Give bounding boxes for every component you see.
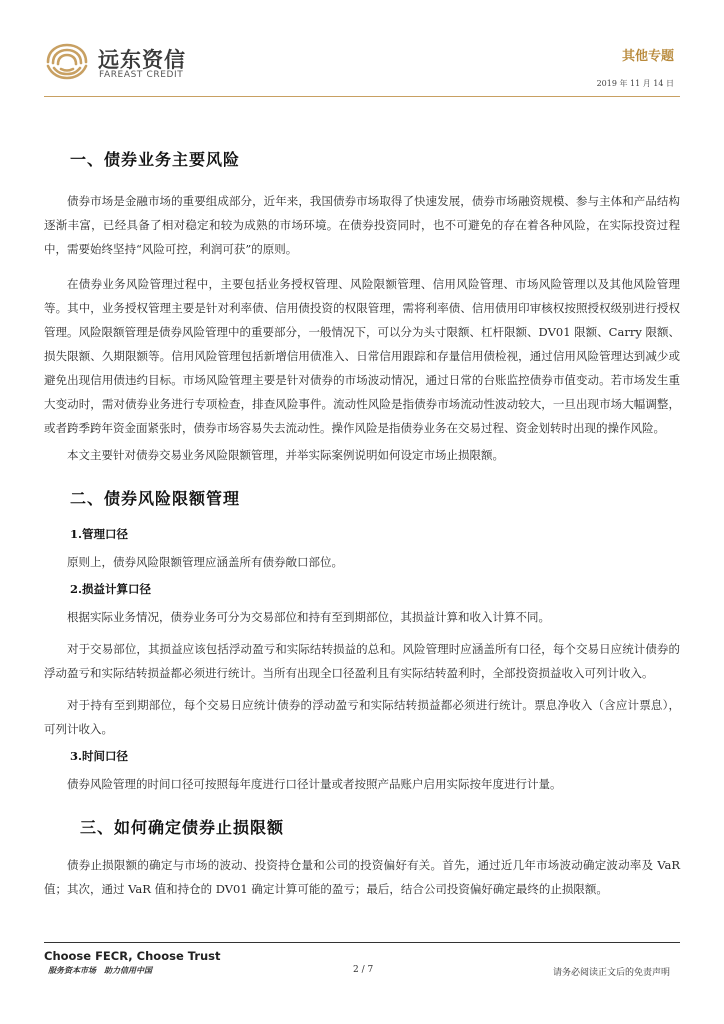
section-2-paragraph: 根据实际业务情况，债券业务可分为交易部位和持有至到期部位，其损益计算和收入计算不同。 <box>67 610 550 624</box>
section-1-paragraph: 债券市场是金融市场的重要组成部分，近年来，我国债券市场取得了快速发展，债券市场融资规模、参与主体和产品结构逐渐丰富，已经具备了相对稳定和较为成熟的市场环境。在债券投资同时，也不可避免的存在着各种风险，在实际投资过程中，需要始终坚持“风险可控，利润可获”的原则。 <box>44 194 680 256</box>
section-1-paragraph: 在债券业务风险管理过程中，主要包括业务授权管理、风险限额管理、信用风险管理、市场风险管理以及其他风险管理等。其中，业务授权管理主要是针对利率债、信用债投资的权限管理，需将利率债、信用债用印审核权按照授权级别进行授权管理。风险限额管理是债券风险管理中的重要部分，一般情况下，可以分为头寸限额、杠杆限额、DV01 限额、Carry 限额、损失限额、久期限额等。信用风险管理包括新增信用债准入、日常信用跟踪和存量信用债检视，通过信用风险管理达到减少或避免出现信用债违约目标。市场风险管理主要是针对债券的市场波动情况，通过日常的台账监控债券市值变动。若市场发生重大变动时，需对债券业务进行专项检查，排查风险事件。流动性风险是指债券市场流动性波动较大，一旦出现市场大幅调整，或者跨季跨年资金面紧张时，债券市场容易失去流动性。操作风险是指债券业务在交易过程、资金划转时出现的操作风险。 <box>44 277 680 435</box>
section-3-paragraph: 债券止损限额的确定与市场的波动、投资持仓量和公司的投资偏好有关。首先，通过近几年市场波动确定波动率及 VaR 值；其次，通过 VaR 值和持仓的 DV01 确定计算可能的盈亏；最后，结合公司投资偏好确定最终的止损限额。 <box>44 858 680 896</box>
footer-divider <box>44 942 680 943</box>
section-2-paragraph: 债券风险管理的时间口径可按照每年度进行口径计量或者按照产品账户启用实际按年度进行计量。 <box>67 777 562 791</box>
company-name-en: FAREAST CREDIT <box>99 70 184 80</box>
fareast-logo-icon <box>44 42 90 80</box>
report-date: 2019 年 11 月 14 日 <box>596 79 674 88</box>
section-1-paragraph: 本文主要针对债券交易业务风险限额管理，并举实际案例说明如何设定市场止损限额。 <box>67 448 504 462</box>
page-number: 2 / 7 <box>353 965 374 975</box>
footer-disclaimer: 请务必阅读正文后的免责声明 <box>552 968 670 978</box>
company-name-cn: 远东资信 <box>98 48 186 72</box>
section-1-title: 一、债券业务主要风险 <box>70 150 241 169</box>
section-2-paragraph: 对于持有至到期部位，每个交易日应统计债券的浮动盈亏和实际结转损益都必须进行统计。票息净收入（含应计票息），可列计收入。 <box>44 698 680 736</box>
header-divider <box>44 96 680 97</box>
section-label: 其他专题 <box>621 49 674 64</box>
document-body <box>44 140 680 901</box>
subsection-heading: 3.时间口径 <box>70 749 129 763</box>
section-2-paragraph: 对于交易部位，其损益应该包括浮动盈亏和实际结转损益的总和。风险管理时应涵盖所有口径，每个交易日应统计债券的浮动盈亏和实际结转损益都必须进行统计。当所有出现全口径盈利且有实际结转盈利时，全部投资损益收入可列计收入。 <box>44 642 680 680</box>
footer-subslogan: 服务资本市场 助力信用中国 <box>48 965 152 975</box>
section-2-paragraph: 原则上，债券风险限额管理应涵盖所有债券敞口部位。 <box>67 555 343 569</box>
section-3-title: 三、如何确定债券止损限额 <box>80 818 285 837</box>
footer-slogan: Choose FECR, Choose Trust <box>44 949 221 963</box>
section-2-title: 二、债券风险限额管理 <box>70 489 241 508</box>
subsection-heading: 2.损益计算口径 <box>70 582 152 596</box>
subsection-heading: 1.管理口径 <box>70 527 129 541</box>
page-header <box>0 0 724 100</box>
